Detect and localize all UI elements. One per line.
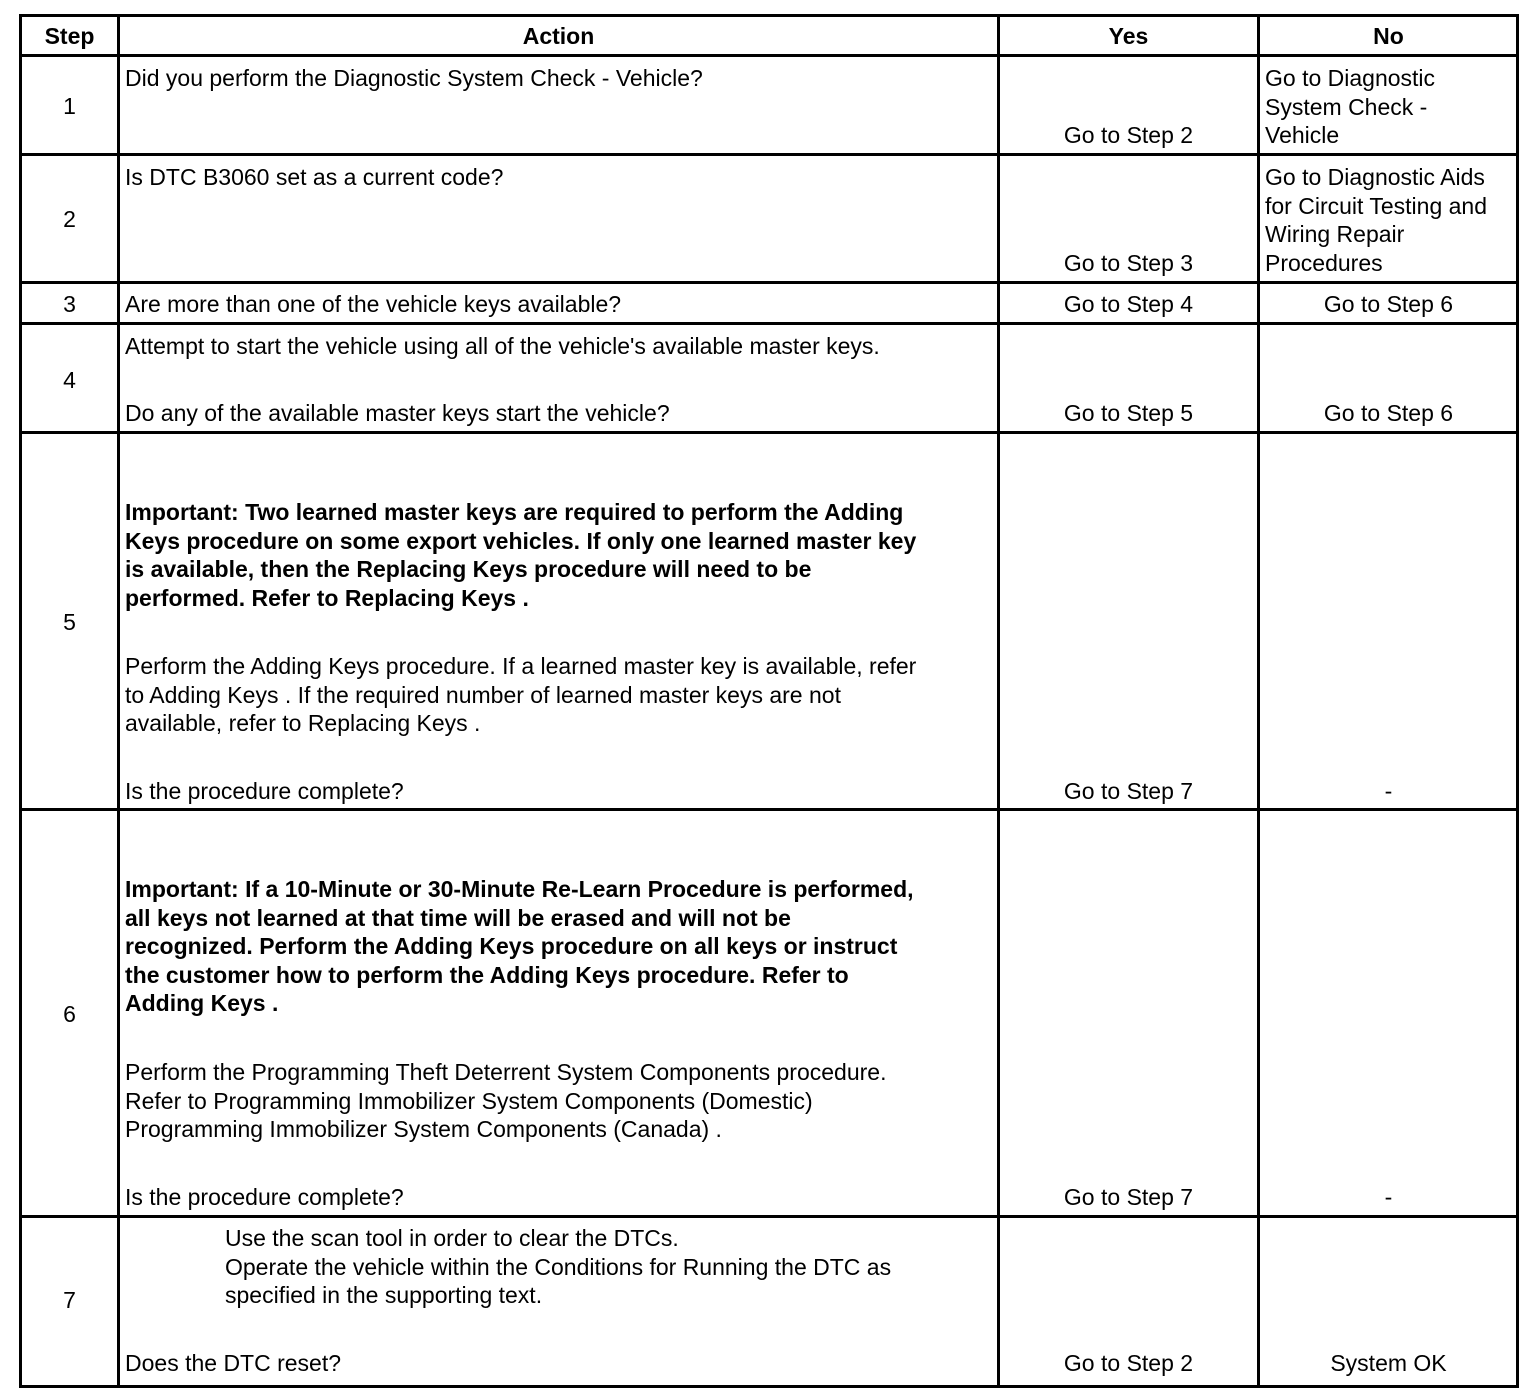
no-result: System OK: [1330, 1350, 1447, 1376]
no-result: Go to Diagnostic System Check - Vehicle: [1265, 65, 1436, 149]
step-number: 6: [63, 1001, 76, 1027]
action-question: Is the procedure complete?: [125, 778, 404, 804]
table-rule: [117, 14, 120, 1388]
header-action: Action: [522, 23, 595, 49]
step-number: 5: [63, 609, 76, 635]
action-question: Does the DTC reset?: [125, 1350, 342, 1376]
action-text: Are more than one of the vehicle keys available?: [125, 291, 622, 317]
table-rule: [19, 322, 1519, 325]
table-rule: [19, 808, 1519, 811]
action-text: Perform the Adding Keys procedure. If a learned master key is available, refer to Adding Keys . If the required number of learned master keys are not available, refer to Replacing Keys .: [125, 653, 917, 737]
step-number: 1: [63, 93, 76, 119]
action-text: Attempt to start the vehicle using all of the vehicle's available master keys.: [125, 333, 880, 359]
table-rule: [19, 54, 1519, 57]
table-rule: [19, 1385, 1519, 1388]
yes-result: Go to Step 7: [1063, 1184, 1194, 1210]
no-result: Go to Step 6: [1323, 400, 1454, 426]
yes-result: Go to Step 2: [1063, 1350, 1194, 1376]
no-result: -: [1384, 1184, 1393, 1210]
yes-result: Go to Step 3: [1063, 250, 1194, 276]
yes-result: Go to Step 2: [1063, 122, 1194, 148]
action-text: Did you perform the Diagnostic System Check - Vehicle?: [125, 65, 703, 91]
step-number: 7: [63, 1287, 76, 1313]
header-yes: Yes: [1108, 23, 1149, 49]
yes-result: Go to Step 7: [1063, 778, 1194, 804]
important-note: Important: If a 10-Minute or 30-Minute Re-Learn Procedure is performed, all keys not learned at that time will be erased and will not be recognized. Perform the Adding Keys procedure on all keys or instruct the customer how to perform the Adding Keys procedure. Refer to Adding Keys .: [125, 876, 914, 1017]
action-question: Is the procedure complete?: [125, 1184, 404, 1210]
table-rule: [19, 1215, 1519, 1218]
table-rule: [19, 14, 1519, 17]
action-text: Perform the Programming Theft Deterrent System Components procedure. Refer to Programming Immobilizer System Components (Domestic) Programming Immobilizer System Components (Canada) .: [125, 1059, 887, 1143]
action-question: Do any of the available master keys start the vehicle?: [125, 400, 670, 426]
action-text: Is DTC B3060 set as a current code?: [125, 164, 504, 190]
yes-result: Go to Step 5: [1063, 400, 1194, 426]
table-rule: [1257, 14, 1260, 1388]
table-rule: [997, 14, 1000, 1388]
no-result: Go to Step 6: [1323, 291, 1454, 317]
table-rule: [19, 431, 1519, 434]
no-result: -: [1384, 778, 1393, 804]
action-text: Use the scan tool in order to clear the DTCs. Operate the vehicle within the Conditions for Running the DTC as specified in the supporting text.: [225, 1225, 892, 1309]
header-no: No: [1373, 23, 1404, 49]
yes-result: Go to Step 4: [1063, 291, 1194, 317]
step-number: 2: [63, 206, 76, 232]
table-rule: [19, 153, 1519, 156]
step-number: 3: [63, 291, 76, 317]
table-rule: [19, 281, 1519, 284]
step-number: 4: [63, 367, 76, 393]
no-result: Go to Diagnostic Aids for Circuit Testing and Wiring Repair Procedures: [1265, 164, 1488, 276]
header-step: Step: [44, 23, 95, 49]
important-note: Important: Two learned master keys are required to perform the Adding Keys procedure on some export vehicles. If only one learned master key is available, then the Replacing Keys procedure will need to be performed. Refer to Replacing Keys .: [125, 499, 917, 611]
